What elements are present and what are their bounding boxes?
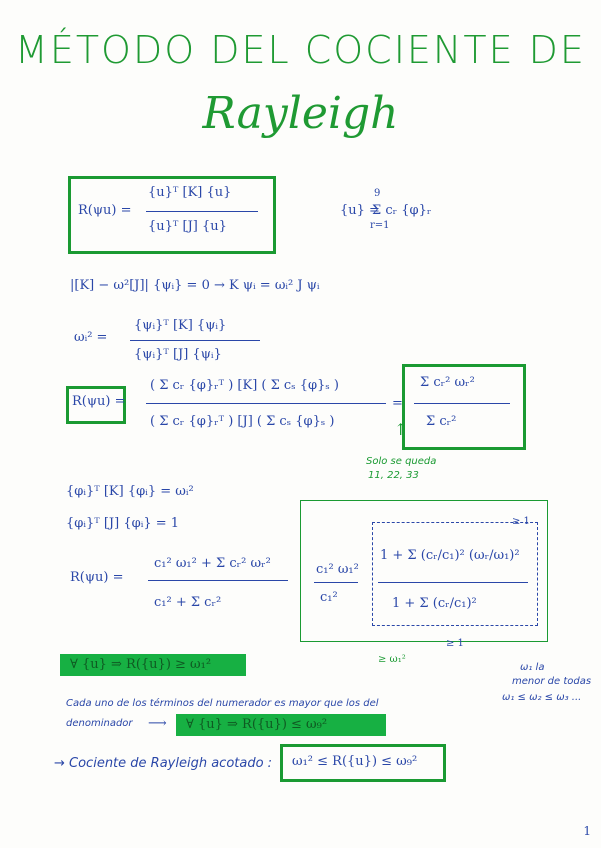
omega-fraction-line	[130, 340, 260, 341]
r-numerator: {u}ᵀ [K] {u}	[148, 185, 232, 200]
r2-fraction-line	[146, 403, 386, 404]
r3-denominator: c₁² + Σ cᵣ²	[154, 595, 222, 610]
omega-numerator: {ψᵢ}ᵀ [K] {ψᵢ}	[134, 318, 227, 333]
r2-label: R(ψu) =	[72, 394, 126, 409]
conclusion-formula: ω₁² ≤ R({u}) ≤ ω₉²	[292, 754, 418, 769]
arrow-icon: ⟶	[148, 716, 167, 731]
note-only: Solo se queda	[366, 456, 437, 467]
expansion-rhs: Σ cᵣ {φ}ᵣ	[372, 203, 432, 218]
omega-denominator: {ψᵢ}ᵀ [J] {ψᵢ}	[134, 347, 222, 362]
r3-big-numerator: 1 + Σ (cᵣ/c₁)² (ωᵣ/ω₁)²	[380, 548, 520, 563]
r2-numerator: ( Σ cᵣ {φ}ᵣᵀ ) [K] ( Σ cₛ {φ}ₛ )	[150, 378, 339, 393]
r3-big-fraction-line	[378, 582, 528, 583]
omega-note-1: ω₁ la	[520, 662, 545, 673]
r-label: R(ψu) =	[78, 203, 132, 218]
omega-note-2: menor de todas	[512, 676, 592, 687]
eigen-equation: |[K] − ω²[J]| {ψᵢ} = 0 → K ψᵢ = ωᵢ² J ψᵢ	[70, 278, 320, 293]
r-fraction-line	[146, 211, 258, 212]
ge1-bottom: ≥ 1	[446, 638, 464, 649]
r2-result-fraction-line	[414, 403, 510, 404]
highlight-2: ∀ {u} ⇒ R({u}) ≤ ω₉²	[186, 717, 328, 732]
title-line-2: Rayleigh	[202, 88, 399, 139]
r3-mid-numerator: c₁² ω₁²	[316, 562, 359, 577]
text-line-2: denominador	[66, 718, 133, 729]
highlight-1: ∀ {u} ⇒ R({u}) ≥ ω₁²	[70, 657, 212, 672]
orthonormal-k: {φᵢ}ᵀ [K] {φᵢ} = ωᵢ²	[66, 484, 194, 499]
expansion-top: 9	[374, 188, 381, 199]
omega-note-3: ω₁ ≤ ω₂ ≤ ω₃ ...	[502, 692, 582, 703]
omega-lhs: ωᵢ² =	[74, 330, 108, 345]
r-denominator: {u}ᵀ [J] {u}	[148, 219, 227, 234]
up-arrow-icon: ↑	[394, 420, 408, 439]
r3-big-denominator: 1 + Σ (cᵣ/c₁)²	[392, 596, 477, 611]
r3-mid-fraction-line	[314, 582, 358, 583]
r2-result-numerator: Σ cᵣ² ωᵣ²	[420, 375, 475, 390]
r2-equals: =	[392, 396, 403, 411]
note-terms: 11, 22, 33	[368, 470, 419, 481]
ge-omega: ≥ ω₁²	[378, 654, 406, 665]
r3-fraction-line	[148, 580, 288, 581]
r2-denominator: ( Σ cᵣ {φ}ᵣᵀ ) [J] ( Σ cₛ {φ}ₛ )	[150, 414, 335, 429]
r3-mid-denominator: c₁²	[320, 590, 338, 605]
r2-result-denominator: Σ cᵣ²	[426, 414, 457, 429]
page-number: 1	[583, 824, 591, 838]
title-line-1: MÉTODO DEL COCIENTE DE	[15, 28, 586, 72]
expansion-lhs: {u} =	[340, 203, 380, 218]
orthonormal-j: {φᵢ}ᵀ [J] {φᵢ} = 1	[66, 516, 180, 531]
r3-label: R(ψu) =	[70, 570, 124, 585]
text-line-1: Cada uno de los términos del numerador es mayor que los del	[66, 698, 379, 709]
expansion-bottom: r=1	[370, 220, 390, 231]
conclusion-label: → Cociente de Rayleigh acotado :	[54, 756, 273, 771]
r3-numerator: c₁² ω₁² + Σ cᵣ² ωᵣ²	[154, 556, 271, 571]
ge1-top: ≥ 1	[512, 516, 530, 527]
